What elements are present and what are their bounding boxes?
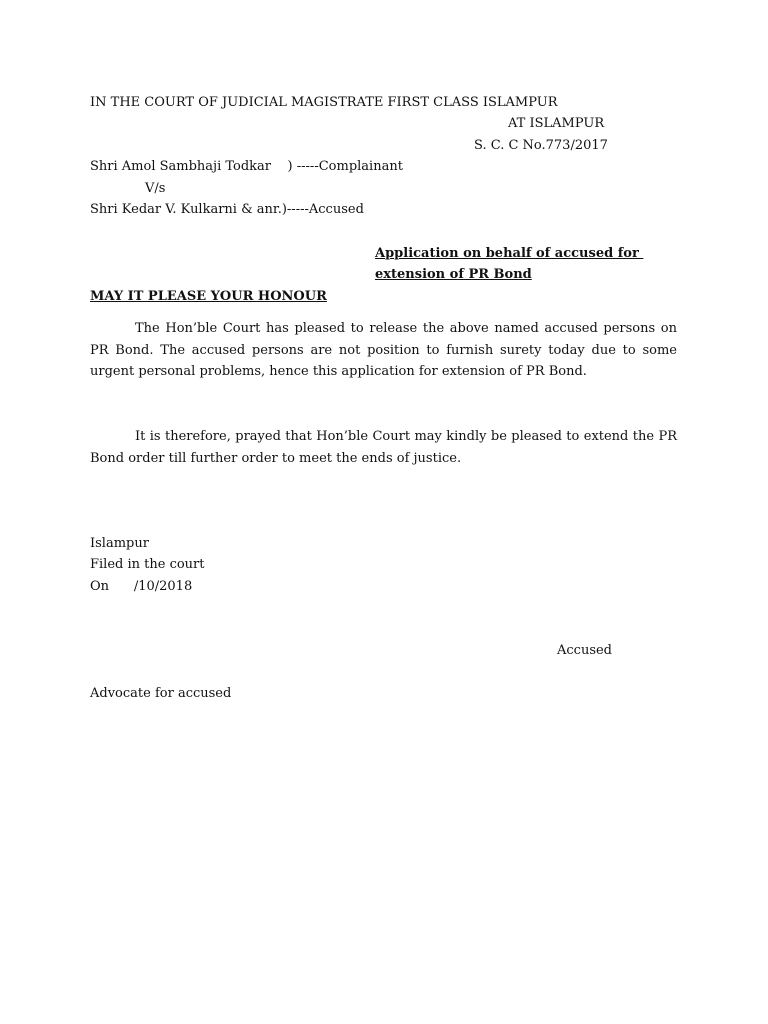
case-number: S. C. C No.773/2017	[474, 138, 608, 153]
accused-line: Shri Kedar V. Kulkarni & anr.)-----Accused	[90, 202, 364, 217]
application-title-line1: Application on behalf of accused for	[375, 246, 644, 261]
signature-accused: Accused	[557, 643, 613, 658]
place-label: Islampur	[90, 536, 149, 551]
paragraph-prayer	[90, 426, 677, 469]
paragraph-release-text: The Hon’ble Court has pleased to release the above named accused persons on PR Bond. The accused persons are not position to furnish surety today due to some urgent personal problems, hence this application for extension of PR Bond.	[90, 321, 677, 379]
court-location: AT ISLAMPUR	[508, 116, 605, 131]
versus-label: V/s	[145, 181, 166, 196]
application-title-line2: extension of PR Bond	[375, 267, 532, 282]
salutation: MAY IT PLEASE YOUR HONOUR	[90, 289, 327, 304]
court-heading: IN THE COURT OF JUDICIAL MAGISTRATE FIRST CLASS ISLAMPUR	[90, 95, 558, 110]
signature-advocate: Advocate for accused	[90, 686, 232, 701]
date-line: On /10/2018	[90, 579, 193, 594]
filed-label: Filed in the court	[90, 557, 205, 572]
complainant-line: Shri Amol Sambhaji Todkar ) -----Complainant	[90, 159, 403, 174]
paragraph-release	[90, 318, 677, 383]
paragraph-prayer-text: It is therefore, prayed that Hon’ble Court may kindly be pleased to extend the PR Bond order till further order to meet the ends of justice.	[90, 429, 677, 466]
